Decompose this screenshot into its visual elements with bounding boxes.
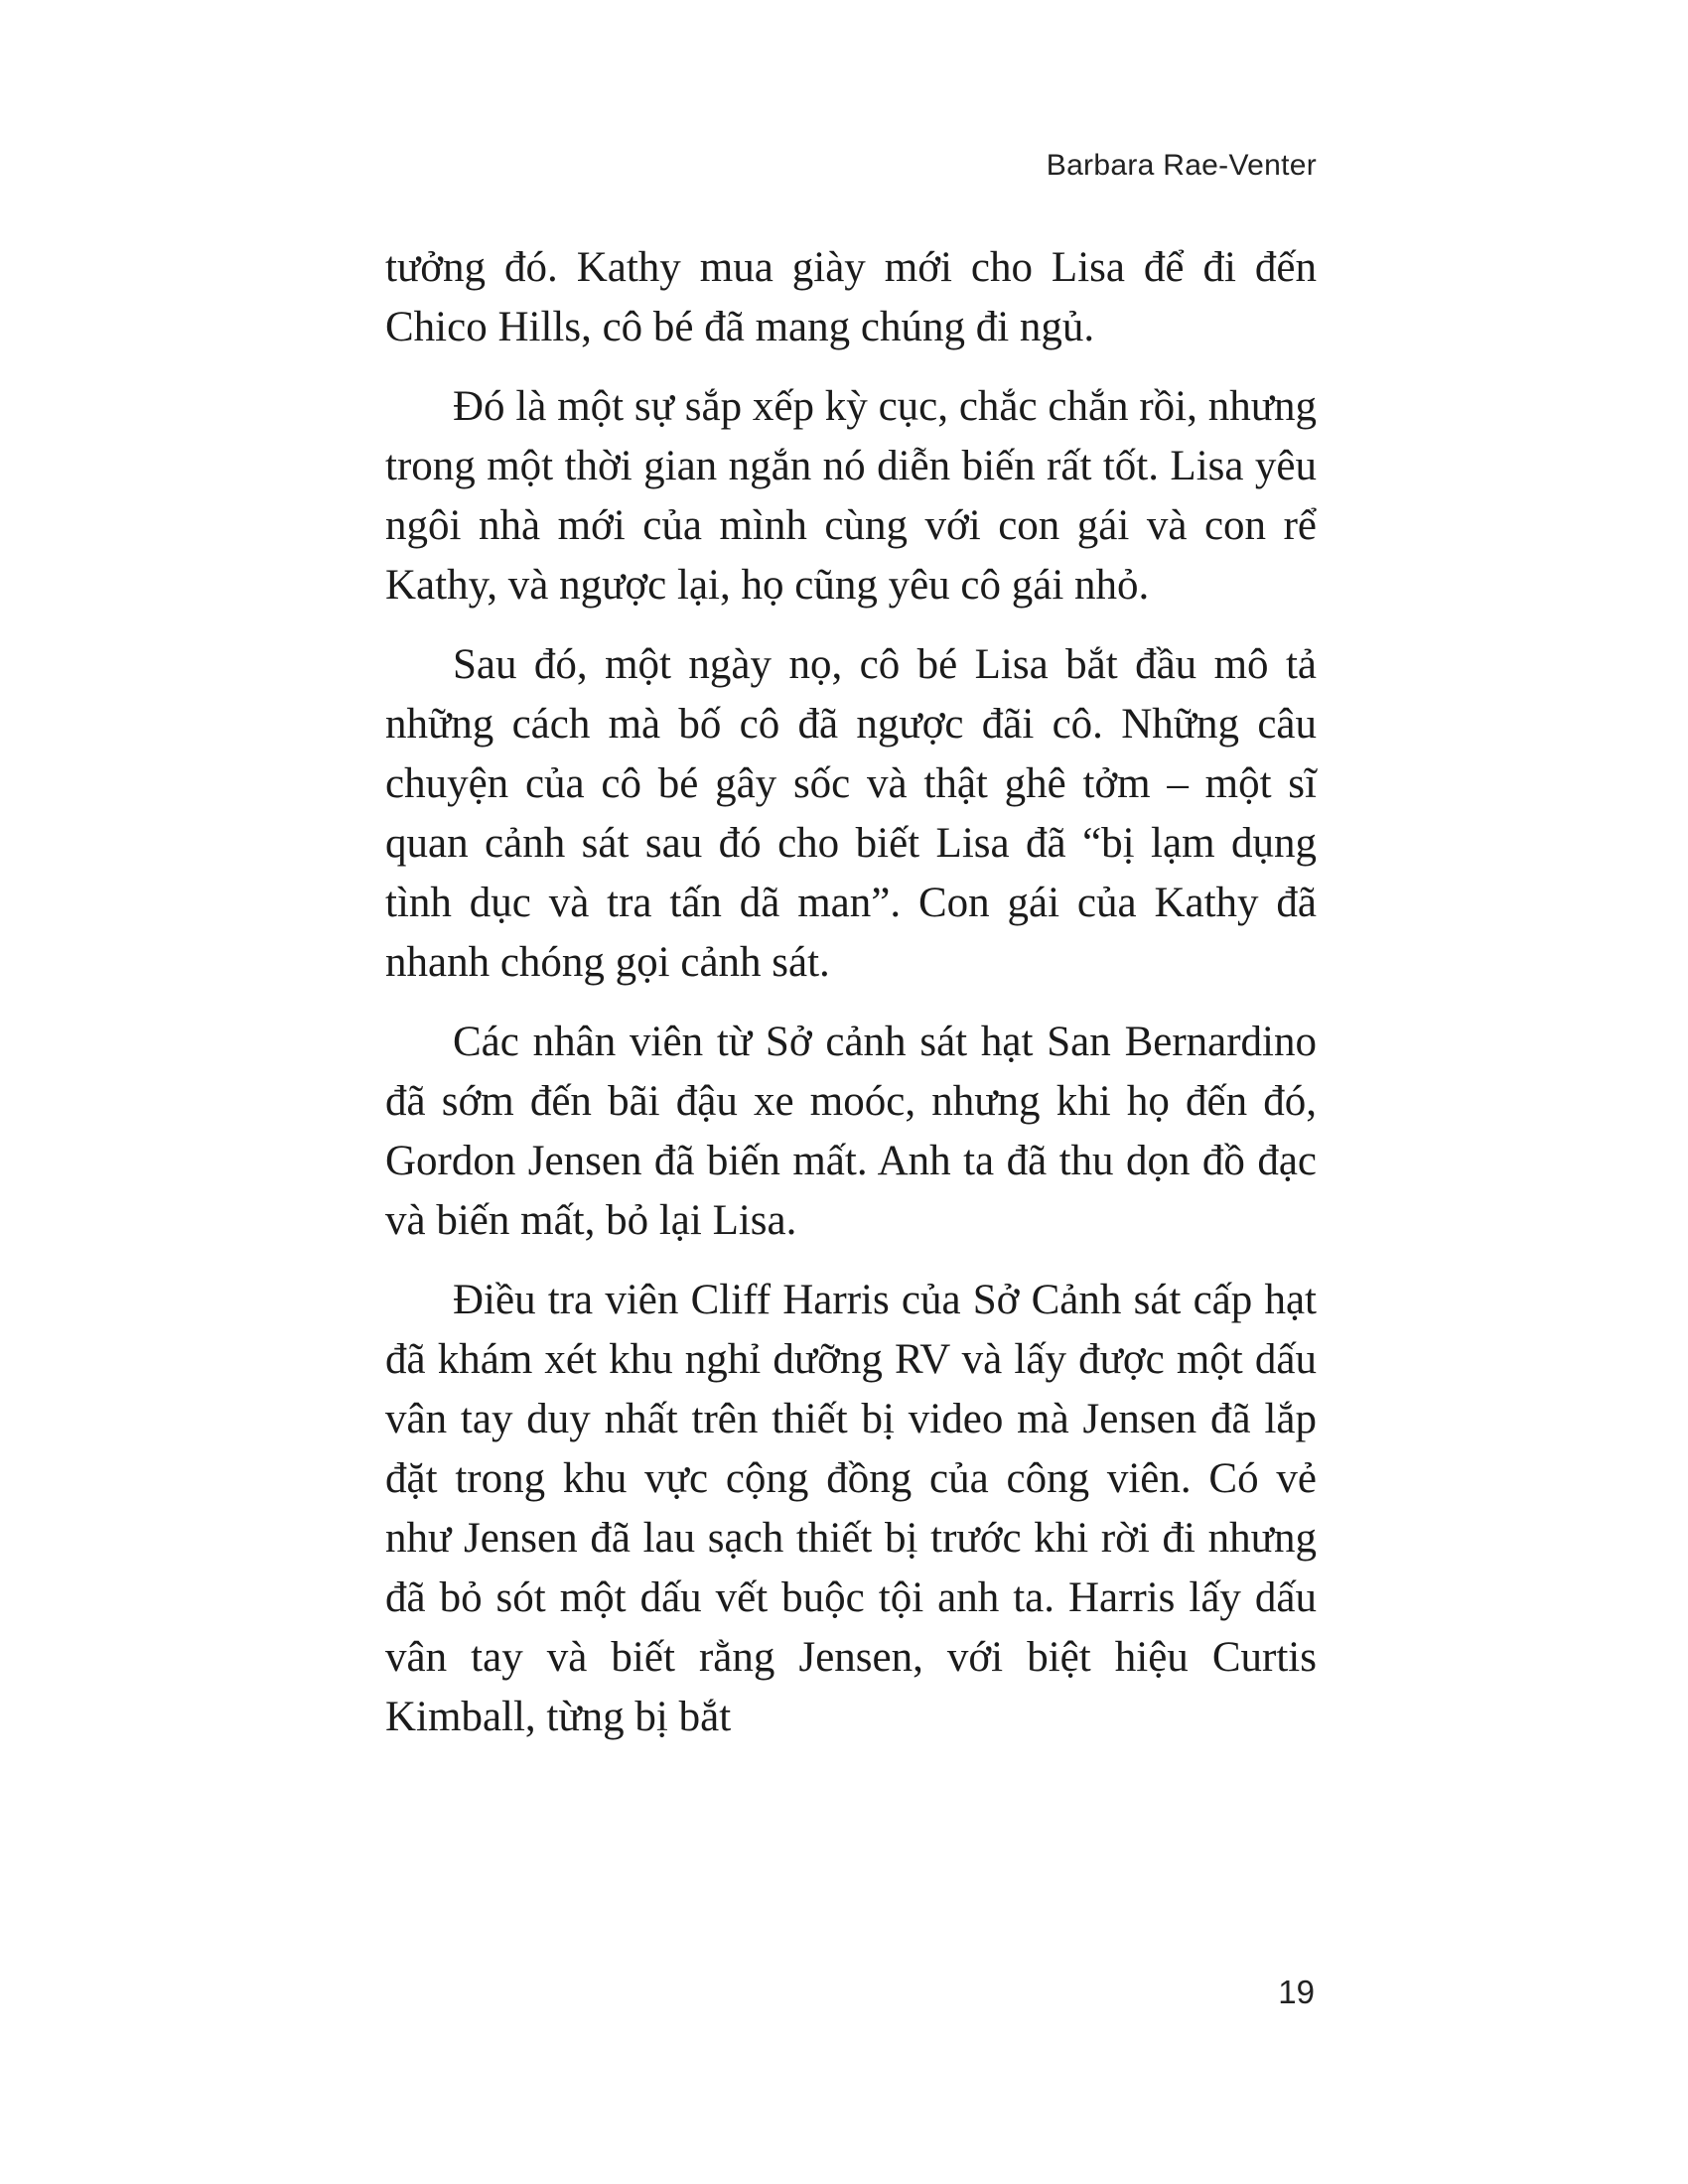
body-paragraph: Các nhân viên từ Sở cảnh sát hạt San Bernardino đã sớm đến bãi đậu xe moóc, nhưng khi họ đến đó, Gordon Jensen đã biến mất. Anh ta đã thu dọn đồ đạc và biến mất, bỏ lại Lisa. <box>385 1019 1317 1244</box>
running-header: Barbara Rae-Venter <box>1046 149 1317 182</box>
body-text <box>385 238 1317 1747</box>
text-column <box>385 149 1317 1767</box>
body-paragraph: Điều tra viên Cliff Harris của Sở Cảnh sát cấp hạt đã khám xét khu nghỉ dưỡng RV và lấy được một dấu vân tay duy nhất trên thiết bị video mà Jensen đã lắp đặt trong khu vực cộng đồng của công viên. Có vẻ như Jensen đã lau sạch thiết bị trước khi rời đi nhưng đã bỏ sót một dấu vết buộc tội anh ta. Harris lấy dấu vân tay và biết rằng Jensen, với biệt hiệu Curtis Kimball, từng bị bắt <box>385 1277 1317 1740</box>
body-paragraph: tưởng đó. Kathy mua giày mới cho Lisa để đi đến Chico Hills, cô bé đã mang chúng đi ngủ. <box>385 244 1317 350</box>
page-number: 19 <box>1278 1974 1315 2010</box>
body-paragraph: Đó là một sự sắp xếp kỳ cục, chắc chắn rồi, nhưng trong một thời gian ngắn nó diễn biến rất tốt. Lisa yêu ngôi nhà mới của mình cùng với con gái và con rể Kathy, và ngược lại, họ cũng yêu cô gái nhỏ. <box>385 383 1317 609</box>
body-paragraph: Sau đó, một ngày nọ, cô bé Lisa bắt đầu mô tả những cách mà bố cô đã ngược đãi cô. Những câu chuyện của cô bé gây sốc và thật ghê tởm – một sĩ quan cảnh sát sau đó cho biết Lisa đã “bị lạm dụng tình dục và tra tấn dã man”. Con gái của Kathy đã nhanh chóng gọi cảnh sát. <box>385 641 1317 986</box>
